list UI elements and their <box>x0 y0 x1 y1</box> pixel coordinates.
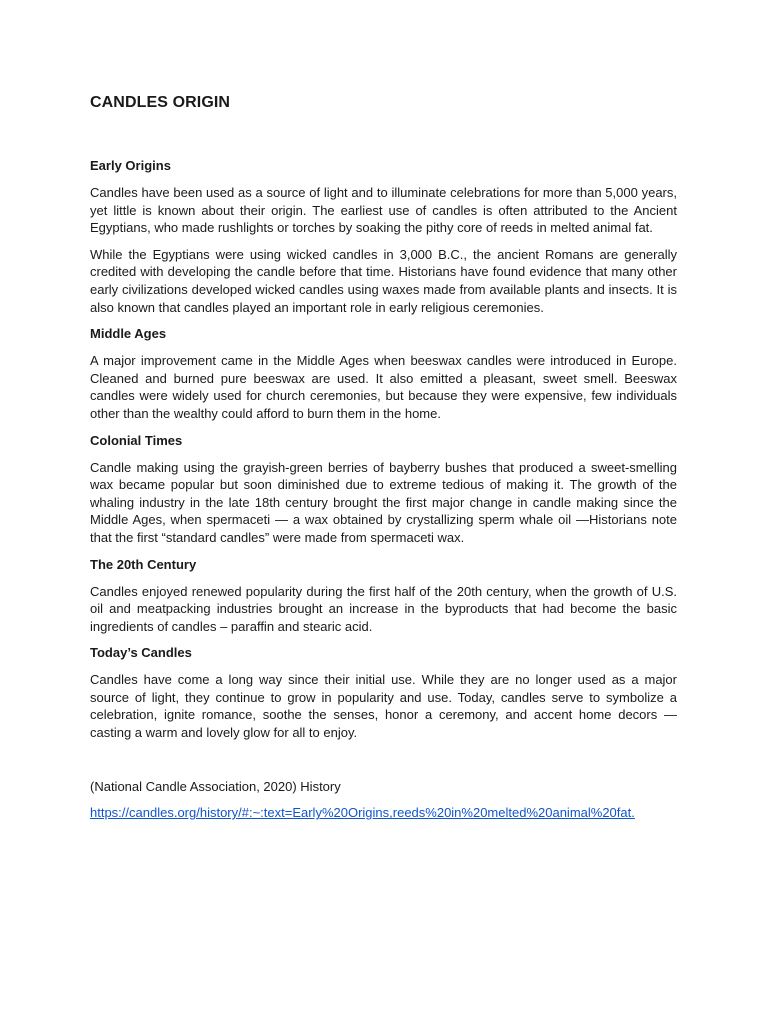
section-heading-middle-ages: Middle Ages <box>90 326 167 342</box>
source-link[interactable]: https://candles.org/history/#:~:text=Early%20Origins,reeds%20in%20melted%20animal%20fat. <box>90 805 635 821</box>
document-page <box>90 93 677 822</box>
paragraph-20th-century: Candles enjoyed renewed popularity during the first half of the 20th century, when the growth of U.S. oil and meatpacking industries brought an increase in the byproducts that had become the basic ingredients of candles – paraffin and stearic acid. <box>90 583 677 634</box>
section-heading-todays-candles: Today’s Candles <box>90 645 192 661</box>
document-title: CANDLES ORIGIN <box>90 94 231 111</box>
section-heading-20th-century: The 20th Century <box>90 556 197 572</box>
citation: (National Candle Association, 2020) History <box>90 778 341 794</box>
paragraph-early-origins-2: While the Egyptians were using wicked candles in 3,000 B.C., the ancient Romans are generally credited with developing the candle before that time. Historians have found evidence that many other early civilizations developed wicked candles using waxes made from available plants and insects. It is also known that candles played an important role in early religious ceremonies. <box>90 246 677 315</box>
paragraph-early-origins-1: Candles have been used as a source of light and to illuminate celebrations for more than 5,000 years, yet little is known about their origin. The earliest use of candles is often attributed to the Ancient Egyptians, who made rushlights or torches by soaking the pithy core of reeds in melted animal fat. <box>90 185 677 236</box>
paragraph-todays-candles: Candles have come a long way since their initial use. While they are no longer used as a major source of light, they continue to grow in popularity and use. Today, candles serve to symbolize a celebration, ignite romance, soothe the senses, honor a ceremony, and accent home decors — casting a warm and lovely glow for all to enjoy. <box>90 672 677 741</box>
section-heading-early-origins: Early Origins <box>90 158 171 173</box>
section-heading-colonial-times: Colonial Times <box>90 432 183 448</box>
paragraph-middle-ages: A major improvement came in the Middle Ages when beeswax candles were introduced in Europe. Cleaned and burned pure beeswax are used. It also emitted a pleasant, sweet smell. Beeswax candles were widely used for church ceremonies, but because they were expensive, few individuals other than the wealthy could afford to burn them in the home. <box>90 353 677 421</box>
paragraph-colonial-times: Candle making using the grayish-green berries of bayberry bushes that produced a sweet-smelling wax became popular but soon diminished due to extreme tedious of making it. The growth of the whaling industry in the late 18th century brought the first major change in candle making since the Middle Ages, when spermaceti — a wax obtained by crystallizing sperm whale oil —Historians note that the first “standard candles” were made from spermaceti wax. <box>90 459 677 545</box>
